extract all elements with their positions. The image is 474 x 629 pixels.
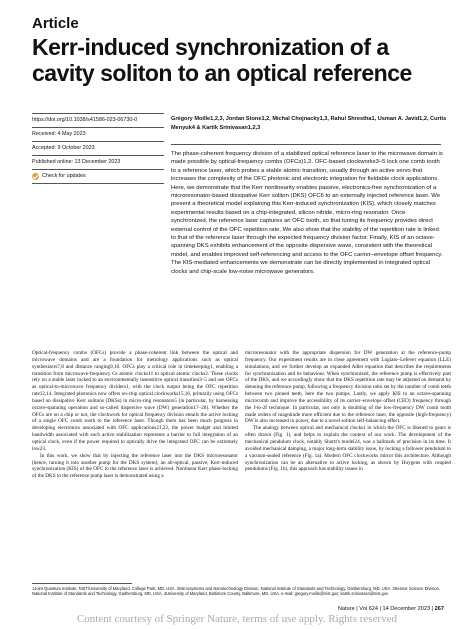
body-paragraph: The analogy between optical and mechanical clocks1 in which the OFC is likened to gears is often drawn (Fig. 1), and helps to explain the context of our work. The development of the mechanical pendulum clock, notably Shortt's model24, was a hallmark of precision in its time. It avoided mechanical damping, a major long-term stability issue, by locking a follower pendulum to a vacuum-sealed reference (Fig. 1a). Modern OFC clockworks mirror this architecture. Although synchronization can be an alternative to active locking, as shown by Huygens with coupled pendulums (Fig. 1b), this approach has stability issues in	[245, 425, 451, 473]
body-paragraph: In this work, we show that by injecting the reference laser into the DKS microresonator (hence, turning it into another pump for the DKS system), an all-optical, passive, Kerr-induced synchronization (KIS) of the OFC to the reference laser is achieved. Nonlinear Kerr phase-locking of the DKS to the reference pump laser is demonstrated using a	[32, 452, 238, 480]
check-updates-link[interactable]	[32, 170, 164, 184]
journal-citation: Nature | Vol 624 | 14 December 2023 |	[337, 606, 434, 612]
check-updates-label: Check for updates	[42, 173, 86, 179]
affiliations: 1Joint Quantum Institute, NIST/University of Maryland, College Park, MD, USA. 2Microsystems and Nanotechnology Division, National Institute of Standards and Technology, Gaithersburg, MD, USA. 3Sensor Science Division, National Institute of Standards and Technology, Gaithersburg, MD, USA. 4University of Maryland, Baltimore County, Baltimore, MD, USA. e-mail: gregory.moille@nist.gov; kartik.srinivasan@nist.gov	[32, 586, 441, 597]
body-paragraph: Optical-frequency combs (OFCs) provide a phase-coherent link between the optical and microwave domains and are a foundation for metrology applications such as optical synthesizers7,8 and distance ranging9,10. OFCs play a critical role in timekeeping1, enabling a transition from microwave-frequency Cs atomic clocks11 to optical atomic clocks2. These clocks rely on a stable laser locked to an environmentally insensitive optical transition3–5 and use OFCs as optical-to-microwave frequency dividers1, with the clock output being the OFC repetition rate12,14. Integrated photonics now offers on-chip optical clockworks15,16, primarily using OFCs based on dissipative Kerr solitons (DKSs) in micro-ring resonators5 (in particular, by harnessing octave-spanning operation and so-called dispersive wave (DW) generation17–20). Whether the OFCs are on a chip or not, the clockwork for optical frequency division entails the active locking of a single OFC comb tooth to the reference laser. Though there has been much progress in developing electronics associated with OFC applications21,22, the power budget and limited bandwidth associated with such active stabilization represents a barrier to full integration of an optical clock, even if the power required to optically drive the integrated OFC can be extremely low23.	[32, 350, 238, 452]
affiliation-divider	[32, 583, 132, 584]
article-title: Kerr-induced synchronization of a cavity soliton to an optical reference	[32, 34, 412, 86]
page-footer	[338, 606, 444, 612]
article-metadata	[32, 113, 164, 184]
abstract-text: The phase-coherent frequency division of a stabilized optical reference laser to the microwave domain is made possible by optical-frequency combs (OFCs)1,2. OFC-based clockworks3–5 lock one comb tooth to a reference laser, which probes a stable atomic transition, usually through an active servo that increases the complexity of the OFC photonic and electronic integration for fieldable clock applications. Here, we demonstrate that the Kerr nonlinearity enables passive, electronics-free synchronization of a microresonator-based dissipative Kerr soliton (DKS) OFC6 to an externally injected reference laser. We present a theoretical model explaining this Kerr-induced synchronization (KIS), which closely matches experimental results based on a chip-integrated, silicon nitride, micro-ring resonator. Once synchronized, the reference laser captures an OFC tooth, so that tuning its frequency provides direct external control of the OFC repetition rate. We also show that the stability of the repetition rate is linked to that of the reference laser through the expected frequency division factor. Finally, KIS of an octave-spanning DKS exhibits enhancement of the opposite dispersive wave, consistent with the theoretical model, and enables improved self-referencing and access to the OFC carrier–envelope offset frequency. The KIS-mediated enhancements we demonstrate can be directly implemented in integrated optical clocks and chip-scale low-noise microwave generators.	[171, 151, 443, 275]
received-date: Received: 4 May 2023	[32, 128, 164, 142]
published-date: Published online: 13 December 2023	[32, 156, 164, 170]
check-updates-icon	[32, 173, 39, 180]
abstract-divider	[171, 144, 441, 145]
doi-link[interactable]: https://doi.org/10.1038/s41586-023-06730-0	[32, 113, 164, 128]
accepted-date: Accepted: 9 October 2023	[32, 142, 164, 156]
body-column-right	[245, 350, 451, 473]
body-paragraph: microresonator with the appropriate dispersion for DW generation at the reference-pump frequency. Our experiment results are in close agreement with Lugiato–Lefever equation (LLE) simulations, and we further develop an expanded Adler equation that describes the requirements for synchronization and its behaviour. When synchronized, the reference pump is effectively part of the DKS, and we accordingly show that the DKS repetition rate may be adjusted on demand by detuning the reference pump, following a frequency division ratio set by the number of comb teeth between two pinned teeth, here the two pumps. Lastly, we apply KIS to an octave-spanning microcomb and improve the accessibility of its carrier–envelope offset (CEO) frequency through the f-to-2f technique. In particular, not only is doubling of the low-frequency DW comb tooth made orders of magnitude more efficient due to the reference laser, the opposite (high-frequency) DW is also increased in power, due to a novel soliton self-balancing effect.	[245, 350, 451, 425]
page-number: 267	[434, 606, 444, 612]
article-type-label: Article	[32, 15, 79, 32]
author-list: Grégory Moille1,2,3, Jordan Stone1,2, Michal Chojnacky1,3, Rahul Shrestha1, Usman A. Javid1,2, Curtis Menyuk4 & Kartik Srinivasan1,2,3	[171, 116, 447, 131]
copyright-credit: Content courtesy of Springer Nature, terms of use apply. Rights reserved	[76, 613, 398, 625]
body-column-left	[32, 350, 238, 480]
